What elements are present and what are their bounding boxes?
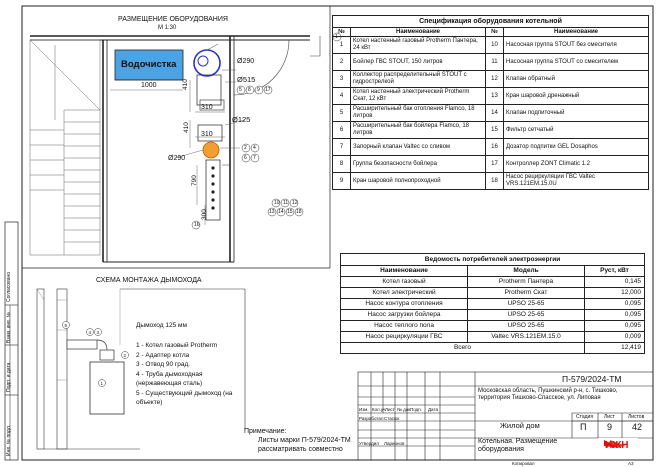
chimney-marker-2: 2 [123,353,127,358]
stamp-code: П-579/2024-ТМ [562,374,622,384]
power-total-value: 12,419 [585,343,645,354]
power-consumers-table [340,253,645,354]
stamp-col-doc: № док. [397,407,412,412]
diam-290-top: Ø290 [237,58,255,65]
diam-290-bottom: Ø290 [168,155,186,162]
chimney-item-4: 4 - Труба дымоходная [136,371,203,378]
spec-cell: 16 [486,139,504,156]
power-cell: Котел электрический [341,288,468,299]
marker-14: 14 [278,209,284,215]
power-cell: Котел газовый [341,277,468,288]
table-row [341,321,645,332]
marker-9: 9 [257,87,260,93]
power-cell: 0,009 [585,332,645,343]
marker-7: 7 [253,155,256,161]
spec-cell: Дозатор подпитки GEL Dosaphos [504,139,649,156]
power-cell: 0,145 [585,277,645,288]
sidebar-inv-number: Инв. № подл. [6,424,12,456]
power-cell: 0,095 [585,310,645,321]
spec-cell: 2 [333,54,351,71]
chimney-title: СХЕМА МОНТАЖА ДЫМОХОДА [96,277,202,284]
spec-cell: 18 [486,173,504,190]
water-treatment-label: Водочистка [121,59,177,70]
spec-cell: Группа безопасности бойлера [351,156,486,173]
marker-15: 15 [287,209,293,215]
marker-10: 10 [274,200,280,206]
marker-17: 16 [194,222,200,228]
spec-cell: Фильтр сетчатый [504,122,649,139]
power-cell: Насос загрузки бойлера [341,310,468,321]
power-total-label: Всего [341,343,585,354]
chimney-item-3: 3 - Отвод 90 град. [136,361,191,368]
spec-col-num: № [333,28,351,37]
stamp-col-list: Лист [385,407,395,412]
stamp-developed-name: Стасюк [384,416,400,421]
table-row [333,139,649,156]
spec-cell: Насос рециркуляции ГВС Valtec VRS.121EM.15.0U [504,173,649,190]
spec-cell: Бойлер ГВС STOUT, 150 литров [351,54,486,71]
spec-cell: Насосная группа STOUT без смесителя [504,37,649,54]
power-cell: UPSO 25-65 [468,321,585,332]
spec-cell: Кран шаровой дренажный [504,88,649,105]
power-col-name: Наименование [341,266,468,277]
dim-790: 790 [191,175,198,186]
plan-equipment [110,44,245,225]
spec-cell: 14 [486,105,504,122]
spec-cell: Насосная группа STOUT со смесителем [504,54,649,71]
stamp-col-sign: Подп. [410,407,422,412]
note-title: Примечание: [244,428,287,435]
chimney-item-5b: объекте) [136,399,163,406]
chimney-marker-1: 1 [100,381,104,386]
spec-cell: 12 [486,71,504,88]
power-cell: 0,095 [585,321,645,332]
spec-cell: 11 [486,54,504,71]
spec-cell: Расширительный бак отопления Flamco, 18 литров [351,105,486,122]
plan-scale: М 1:30 [158,25,177,31]
stamp-sheet-header: Лист [604,414,615,420]
spec-cell: Кран шаровой полнопроходной [351,173,486,190]
table-row [333,173,649,190]
power-cell: Protherm Пантера [468,277,585,288]
marker-13: 13 [269,209,275,215]
plan-title: РАЗМЕЩЕНИЕ ОБОРУДОВАНИЯ [118,16,228,23]
table-row [333,54,649,71]
power-col-kw: Руст, кВт [585,266,645,277]
equipment-spec-table [332,15,649,190]
dim-410-mid: 410 [183,122,190,133]
spec-cell: 3 [333,71,351,88]
dim-300: 300 [201,209,208,220]
copied-label: Копировал [512,461,535,466]
spec-cell: Котел настенный газовый Protherm Пантера, 24 кВт [351,37,486,54]
spec-cell: 8 [333,156,351,173]
plan-stairs [30,40,100,255]
stamp-stage: П [580,422,587,432]
stamp-object: Жилой дом [500,421,540,430]
stamp-address: Московская область, Пушкинский р-н, с. Тишково, территория Тишково-Спасское, ул. Липовая [478,388,618,401]
marker-1: 1 [335,34,338,40]
stamp-col-kol: Кол.уч [372,407,386,412]
spec-cell: Котел настенный электрический Protherm Скат, 12 кВт [351,88,486,105]
stamp-developed-label: Разработал [359,416,384,421]
spec-col-name2: Наименование [504,28,649,37]
dim-410-top: 410 [182,79,189,90]
power-title: Ведомость потребителей электроэнергии [341,254,645,266]
dim-310-mid: 310 [201,131,213,138]
spec-cell: Расширительный бак бойлера Flamco, 18 литров [351,122,486,139]
stamp-approved-label: Утвердил [359,441,379,446]
chimney-item-1: 1 - Котел газовый Protherm [136,342,218,349]
table-row-total [341,343,645,354]
power-cell: 0,095 [585,299,645,310]
chimney-marker-4: 4 [88,330,92,335]
chimney-item-4b: (нержавеющая сталь) [136,380,203,387]
table-row [341,299,645,310]
stamp-sheets: 42 [632,422,643,432]
table-row [341,277,645,288]
stamp-stage-header: Стадия [576,414,594,420]
note-line2: рассматривать совместно [258,446,343,453]
chimney-item-2: 2 - Адаптер котла [136,352,190,359]
spec-cell: Коллектор распределительный STOUT с гидрострелкой [351,71,486,88]
power-cell: Насос контура отопления [341,299,468,310]
marker-8: 8 [248,87,251,93]
diam-125: Ø125 [232,115,251,124]
company-logo-text: ИЖН [605,440,629,451]
marker-12: 12 [292,200,298,206]
spec-cell: 4 [333,88,351,105]
power-cell: Protherm Скат [468,288,585,299]
chimney-diagram [37,289,245,449]
power-cell: UPSO 25-65 [468,310,585,321]
table-row [341,288,645,299]
spec-cell: 6 [333,122,351,139]
chimney-diameter: Дымоход 125 мм [136,322,187,329]
format-label: А3 [628,461,634,466]
spec-cell: 1 [333,37,351,54]
spec-cell: Клапан обратный [504,71,649,88]
power-cell: 12,000 [585,288,645,299]
marker-16: 17 [265,87,271,93]
marker-6: 6 [244,155,247,161]
power-cell: Valtec VRS.121EM.15.0 [468,332,585,343]
table-row [333,122,649,139]
gas-boiler-flue [203,142,219,158]
spec-cell: Запорный клапан Valtec со сливом [351,139,486,156]
sidebar-replaced-inv: Взам. инв. № [6,312,12,343]
spec-cell: 5 [333,105,351,122]
power-cell: Насос рециркуляции ГВС [341,332,468,343]
stamp-sheets-header: Листов [628,414,645,420]
chimney-marker-5: 5 [64,323,68,328]
stamp-approved-name: Ларионов [384,441,405,446]
table-row [341,332,645,343]
marker-18: 18 [296,209,302,215]
table-row [333,37,649,54]
dim-310-top: 310 [201,104,213,111]
spec-cell: Клапан подпиточный [504,105,649,122]
table-row [333,156,649,173]
stamp-sheet-title: Котельная. Размещение оборудования [478,438,558,453]
spec-cell: Контроллер ZONT Climatic 1.2 [504,156,649,173]
diam-515: Ø515 [237,75,256,84]
marker-2: 2 [244,145,247,151]
note-line1: Листы марки П-579/2024-ТМ [258,437,351,444]
spec-cell: 13 [486,88,504,105]
spec-cell: 10 [486,37,504,54]
stamp-col-date: Дата [428,407,438,412]
spec-col-name: Наименование [351,28,486,37]
table-row [333,105,649,122]
sidebar-approved: Согласовано [6,271,12,302]
table-row [333,71,649,88]
power-cell: UPSO 25-65 [468,299,585,310]
spec-cell: 7 [333,139,351,156]
spec-cell: 17 [486,156,504,173]
chimney-item-5: 5 - Существующий дымоход (на [136,390,233,397]
table-row [341,310,645,321]
marker-4: 4 [253,145,256,151]
spec-title: Спецификация оборудования котельной [333,16,649,28]
spec-cell: 15 [486,122,504,139]
power-cell: Насос теплого пола [341,321,468,332]
spec-col-num2: № [486,28,504,37]
sidebar-sign-date: Подп. и дата [6,362,12,392]
spec-cell: 9 [333,173,351,190]
chimney-marker-3: 3 [96,330,100,335]
stamp-sheet: 9 [607,422,613,432]
table-row [333,88,649,105]
marker-5: 5 [239,87,242,93]
power-col-model: Модель [468,266,585,277]
marker-11: 11 [283,200,289,206]
stamp-col-izm: Изм. [359,407,369,412]
dim-1000: 1000 [141,82,157,89]
